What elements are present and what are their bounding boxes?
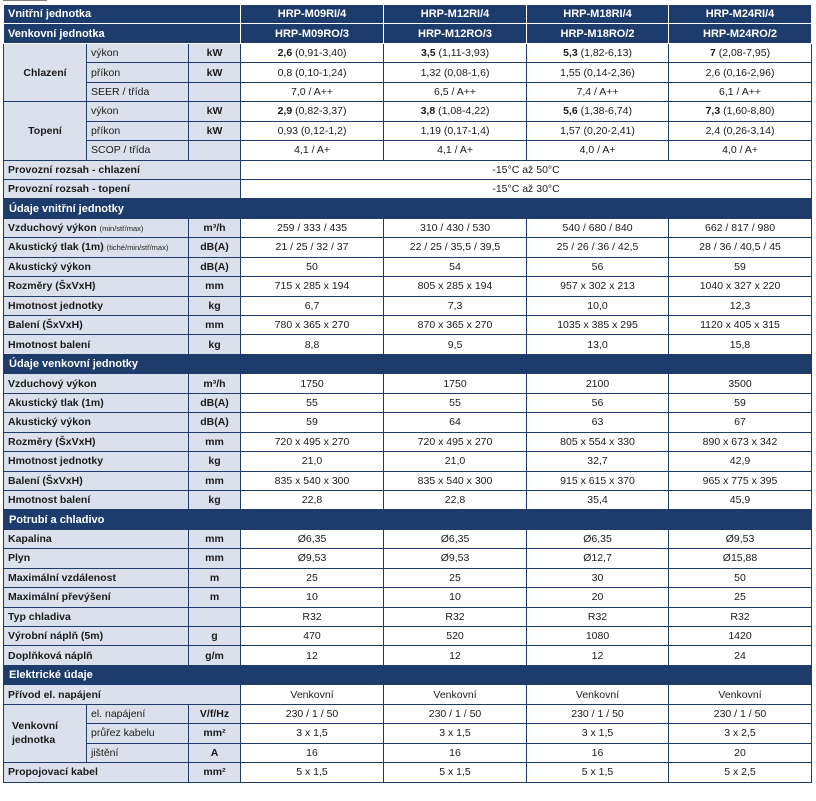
value-cell: 6,1 / A++: [669, 82, 812, 101]
row-label: Akustický tlak (1m) (tiché/min/stř/max): [4, 238, 189, 257]
row-label: Balení (ŠxVxH): [4, 316, 189, 335]
value-cell: 965 x 775 x 395: [669, 471, 812, 490]
cooling-seer-row: [4, 82, 812, 101]
interconnect-cable-row: [4, 763, 812, 782]
row-label: výkon: [87, 102, 189, 121]
indoor-sound-power-row: [4, 257, 812, 276]
section-title: Údaje vnitřní jednotky: [4, 199, 812, 218]
value-cell: 12: [527, 646, 669, 665]
value-cell: 25: [384, 568, 527, 587]
range-heating-row: [4, 179, 812, 198]
row-label: příkon: [87, 121, 189, 140]
value-cell: 3 x 1,5: [241, 724, 384, 743]
value-cell: 0,8 (0,10-1,24): [241, 63, 384, 82]
unit-cell: [189, 607, 241, 626]
value-cell: 2100: [527, 374, 669, 393]
value-cell: Venkovní: [669, 685, 812, 704]
value-cell: 1,57 (0,20-2,41): [527, 121, 669, 140]
value-cell: 64: [384, 413, 527, 432]
power-supply-row: [4, 685, 812, 704]
row-label: výkon: [87, 43, 189, 62]
value-cell: 59: [669, 393, 812, 412]
unit-cell: kg: [189, 296, 241, 315]
value-cell: 6,7: [241, 296, 384, 315]
value-cell: 0,93 (0,12-1,2): [241, 121, 384, 140]
outdoor-cable-section-row: [4, 724, 812, 743]
value-cell: 3 x 1,5: [527, 724, 669, 743]
value-cell: 2,6 (0,16-2,96): [669, 63, 812, 82]
value-cell: 835 x 540 x 300: [384, 471, 527, 490]
cooling-capacity-row: [4, 43, 812, 62]
value-cell: 805 x 554 x 330: [527, 432, 669, 451]
value-cell: Ø9,53: [384, 549, 527, 568]
row-label: Maximální převýšení: [4, 588, 189, 607]
value-cell: 56: [527, 257, 669, 276]
indoor-dimensions-row: [4, 277, 812, 296]
value-cell: Ø12,7: [527, 549, 669, 568]
value-cell: 5,3 (1,82-6,13): [527, 43, 669, 62]
cooling-group-label: Chlazení: [4, 43, 87, 101]
value-cell: 1080: [527, 627, 669, 646]
value-cell: 56: [527, 393, 669, 412]
value-cell: 16: [527, 743, 669, 762]
value-cell: 3,5 (1,11-3,93): [384, 43, 527, 62]
value-cell: 915 x 615 x 370: [527, 471, 669, 490]
value-cell: 3 x 1,5: [384, 724, 527, 743]
outdoor-dimensions-row: [4, 432, 812, 451]
piping-gas-row: [4, 549, 812, 568]
value-cell: 1420: [669, 627, 812, 646]
piping-liquid-row: [4, 529, 812, 548]
unit-cell: g: [189, 627, 241, 646]
value-cell: 957 x 302 x 213: [527, 277, 669, 296]
section-piping: [4, 510, 812, 529]
row-label: Kapalina: [4, 529, 189, 548]
piping-refrigerant-row: [4, 607, 812, 626]
heating-group-label: Topení: [4, 102, 87, 160]
unit-cell: kg: [189, 335, 241, 354]
section-title: Potrubí a chladivo: [4, 510, 812, 529]
range-cooling-label: Provozní rozsah - chlazení: [4, 160, 241, 179]
value-cell: 12: [241, 646, 384, 665]
row-label: Hmotnost jednotky: [4, 452, 189, 471]
unit-cell: kg: [189, 452, 241, 471]
value-cell: Ø9,53: [241, 549, 384, 568]
indoor-pressure-row: [4, 238, 812, 257]
value-cell: 5 x 1,5: [527, 763, 669, 782]
section-title: Údaje venkovní jednotky: [4, 354, 812, 373]
heating-capacity-row: [4, 102, 812, 121]
value-cell: 15,8: [669, 335, 812, 354]
value-cell: 21,0: [241, 452, 384, 471]
value-cell: 16: [241, 743, 384, 762]
value-cell: 20: [527, 588, 669, 607]
unit-cell: mm²: [189, 724, 241, 743]
row-label: Výrobní náplň (5m): [4, 627, 189, 646]
value-cell: 540 / 680 / 840: [527, 218, 669, 237]
value-cell: R32: [669, 607, 812, 626]
heating-power-row: [4, 121, 812, 140]
indoor-package-weight-row: [4, 335, 812, 354]
model-outdoor-1: HRP-M09RO/3: [241, 24, 384, 43]
unit-cell: A: [189, 743, 241, 762]
row-label: SCOP / třída: [87, 141, 189, 160]
value-cell: 1035 x 385 x 295: [527, 316, 669, 335]
unit-cell: kW: [189, 63, 241, 82]
value-cell: 9,5: [384, 335, 527, 354]
value-cell: 13,0: [527, 335, 669, 354]
value-cell: 230 / 1 / 50: [669, 704, 812, 723]
unit-cell: mm: [189, 316, 241, 335]
value-cell: 1040 x 327 x 220: [669, 277, 812, 296]
value-cell: 5 x 2,5: [669, 763, 812, 782]
unit-cell: dB(A): [189, 238, 241, 257]
unit-cell: m³/h: [189, 374, 241, 393]
value-cell: 20: [669, 743, 812, 762]
unit-cell: mm: [189, 277, 241, 296]
value-cell: 1120 x 405 x 315: [669, 316, 812, 335]
value-cell: 21,0: [384, 452, 527, 471]
value-cell: 10: [241, 588, 384, 607]
unit-cell: kg: [189, 490, 241, 509]
value-cell: 35,4: [527, 490, 669, 509]
value-cell: 7,4 / A++: [527, 82, 669, 101]
value-cell: 470: [241, 627, 384, 646]
value-cell: 3500: [669, 374, 812, 393]
value-cell: 230 / 1 / 50: [241, 704, 384, 723]
value-cell: 720 x 495 x 270: [384, 432, 527, 451]
value-cell: 7 (2,08-7,95): [669, 43, 812, 62]
range-cooling-row: [4, 160, 812, 179]
value-cell: 890 x 673 x 342: [669, 432, 812, 451]
spec-sheet: [3, 4, 811, 800]
outdoor-airflow-row: [4, 374, 812, 393]
value-cell: 12: [384, 646, 527, 665]
value-cell: 1,19 (0,17-1,4): [384, 121, 527, 140]
unit-cell: mm: [189, 529, 241, 548]
row-label: Akustický výkon: [4, 257, 189, 276]
value-cell: 662 / 817 / 980: [669, 218, 812, 237]
value-cell: 25: [241, 568, 384, 587]
value-cell: Ø15,88: [669, 549, 812, 568]
value-cell: 2,4 (0,26-3,14): [669, 121, 812, 140]
value-cell: 2,9 (0,82-3,37): [241, 102, 384, 121]
row-label: Rozměry (ŠxVxH): [4, 432, 189, 451]
value-cell: R32: [241, 607, 384, 626]
value-cell: 30: [527, 568, 669, 587]
value-cell: 1750: [241, 374, 384, 393]
value-cell: R32: [527, 607, 669, 626]
unit-cell: mm: [189, 549, 241, 568]
value-cell: 6,5 / A++: [384, 82, 527, 101]
range-cooling-value: -15°C až 50°C: [241, 160, 812, 179]
value-cell: 230 / 1 / 50: [384, 704, 527, 723]
row-label: Vzduchový výkon: [4, 374, 189, 393]
value-cell: 805 x 285 x 194: [384, 277, 527, 296]
model-indoor-2: HRP-M12RI/4: [384, 5, 527, 24]
unit-cell: kW: [189, 43, 241, 62]
value-cell: 1,55 (0,14-2,36): [527, 63, 669, 82]
piping-factory-charge-row: [4, 627, 812, 646]
header-outdoor-row: [4, 24, 812, 43]
value-cell: 22 / 25 / 35,5 / 39,5: [384, 238, 527, 257]
row-label: el. napájení: [87, 704, 189, 723]
spec-table: [3, 4, 812, 783]
value-cell: Ø9,53: [669, 529, 812, 548]
unit-cell: [189, 82, 241, 101]
unit-cell: kW: [189, 121, 241, 140]
cooling-power-row: [4, 63, 812, 82]
unit-cell: kW: [189, 102, 241, 121]
range-heating-value: -15°C až 30°C: [241, 179, 812, 198]
header-indoor-row: [4, 5, 812, 24]
value-cell: 55: [384, 393, 527, 412]
value-cell: 4,1 / A+: [241, 141, 384, 160]
row-label: Rozměry (ŠxVxH): [4, 277, 189, 296]
value-cell: 22,8: [384, 490, 527, 509]
value-cell: 3,8 (1,08-4,22): [384, 102, 527, 121]
value-cell: 1750: [384, 374, 527, 393]
row-label: Plyn: [4, 549, 189, 568]
outdoor-weight-row: [4, 452, 812, 471]
outdoor-pressure-row: [4, 393, 812, 412]
value-cell: 7,3: [384, 296, 527, 315]
outdoor-unit-label: Venkovní jednotka: [4, 24, 241, 43]
piping-max-height-row: [4, 588, 812, 607]
row-label: příkon: [87, 63, 189, 82]
value-cell: 10: [384, 588, 527, 607]
value-cell: 25 / 26 / 36 / 42,5: [527, 238, 669, 257]
row-label: Akustický tlak (1m): [4, 393, 189, 412]
outdoor-package-weight-row: [4, 490, 812, 509]
indoor-airflow-row: [4, 218, 812, 237]
value-cell: 4,1 / A+: [384, 141, 527, 160]
value-cell: 32,7: [527, 452, 669, 471]
value-cell: 63: [527, 413, 669, 432]
value-cell: Venkovní: [384, 685, 527, 704]
value-cell: Ø6,35: [241, 529, 384, 548]
model-indoor-3: HRP-M18RI/4: [527, 5, 669, 24]
value-cell: 28 / 36 / 40,5 / 45: [669, 238, 812, 257]
unit-cell: mm: [189, 471, 241, 490]
value-cell: 16: [384, 743, 527, 762]
section-title: Elektrické údaje: [4, 665, 812, 684]
unit-cell: dB(A): [189, 393, 241, 412]
value-cell: 7,0 / A++: [241, 82, 384, 101]
value-cell: 50: [669, 568, 812, 587]
indoor-unit-label: Vnitřní jednotka: [4, 5, 241, 24]
value-cell: 25: [669, 588, 812, 607]
unit-cell: dB(A): [189, 257, 241, 276]
value-cell: 720 x 495 x 270: [241, 432, 384, 451]
row-label: SEER / třída: [87, 82, 189, 101]
row-label: Akustický výkon: [4, 413, 189, 432]
value-cell: 59: [241, 413, 384, 432]
value-cell: 22,8: [241, 490, 384, 509]
unit-cell: mm²: [189, 763, 241, 782]
outdoor-package-row: [4, 471, 812, 490]
outdoor-electric-supply-row: [4, 704, 812, 723]
value-cell: 4,0 / A+: [527, 141, 669, 160]
model-indoor-4: HRP-M24RI/4: [669, 5, 812, 24]
value-cell: 21 / 25 / 32 / 37: [241, 238, 384, 257]
value-cell: 50: [241, 257, 384, 276]
value-cell: Ø6,35: [384, 529, 527, 548]
row-label: Balení (ŠxVxH): [4, 471, 189, 490]
indoor-weight-row: [4, 296, 812, 315]
row-label: průřez kabelu: [87, 724, 189, 743]
row-label: Přívod el. napájení: [4, 685, 241, 704]
value-cell: 835 x 540 x 300: [241, 471, 384, 490]
outdoor-fuse-row: [4, 743, 812, 762]
unit-cell: [189, 141, 241, 160]
model-outdoor-3: HRP-M18RO/2: [527, 24, 669, 43]
row-label: Propojovací kabel: [4, 763, 189, 782]
value-cell: 10,0: [527, 296, 669, 315]
row-label: Maximální vzdálenost: [4, 568, 189, 587]
value-cell: 1,32 (0,08-1,6): [384, 63, 527, 82]
section-outdoor: [4, 354, 812, 373]
row-label: jištění: [87, 743, 189, 762]
unit-cell: m³/h: [189, 218, 241, 237]
row-label: Vzduchový výkon (min/stř/max): [4, 218, 189, 237]
value-cell: R32: [384, 607, 527, 626]
outdoor-sound-power-row: [4, 413, 812, 432]
row-label: Hmotnost jednotky: [4, 296, 189, 315]
outdoor-electric-group-label: Venkovní jednotka: [4, 704, 87, 762]
value-cell: 67: [669, 413, 812, 432]
value-cell: 780 x 365 x 270: [241, 316, 384, 335]
piping-max-distance-row: [4, 568, 812, 587]
value-cell: 715 x 285 x 194: [241, 277, 384, 296]
value-cell: 5 x 1,5: [241, 763, 384, 782]
value-cell: 54: [384, 257, 527, 276]
row-label: Doplňková náplň: [4, 646, 189, 665]
heating-scop-row: [4, 141, 812, 160]
value-cell: 5,6 (1,38-6,74): [527, 102, 669, 121]
unit-cell: mm: [189, 432, 241, 451]
unit-cell: dB(A): [189, 413, 241, 432]
value-cell: 5 x 1,5: [384, 763, 527, 782]
value-cell: 3 x 2,5: [669, 724, 812, 743]
unit-cell: g/m: [189, 646, 241, 665]
section-electrical: [4, 665, 812, 684]
row-label: Hmotnost balení: [4, 490, 189, 509]
value-cell: 55: [241, 393, 384, 412]
piping-additional-charge-row: [4, 646, 812, 665]
section-indoor: [4, 199, 812, 218]
model-indoor-1: HRP-M09RI/4: [241, 5, 384, 24]
unit-cell: m: [189, 588, 241, 607]
value-cell: 230 / 1 / 50: [527, 704, 669, 723]
value-cell: 12,3: [669, 296, 812, 315]
indoor-package-row: [4, 316, 812, 335]
value-cell: Venkovní: [527, 685, 669, 704]
value-cell: 4,0 / A+: [669, 141, 812, 160]
unit-cell: V/f/Hz: [189, 704, 241, 723]
value-cell: 42,9: [669, 452, 812, 471]
top-rule: [3, 0, 47, 1]
value-cell: Venkovní: [241, 685, 384, 704]
value-cell: 259 / 333 / 435: [241, 218, 384, 237]
value-cell: 870 x 365 x 270: [384, 316, 527, 335]
value-cell: 24: [669, 646, 812, 665]
value-cell: 45,9: [669, 490, 812, 509]
value-cell: 310 / 430 / 530: [384, 218, 527, 237]
value-cell: 8,8: [241, 335, 384, 354]
row-label: Hmotnost balení: [4, 335, 189, 354]
value-cell: 2,6 (0,91-3,40): [241, 43, 384, 62]
model-outdoor-4: HRP-M24RO/2: [669, 24, 812, 43]
value-cell: 59: [669, 257, 812, 276]
value-cell: 7,3 (1,60-8,80): [669, 102, 812, 121]
model-outdoor-2: HRP-M12RO/3: [384, 24, 527, 43]
unit-cell: m: [189, 568, 241, 587]
range-heating-label: Provozní rozsah - topení: [4, 179, 241, 198]
value-cell: Ø6,35: [527, 529, 669, 548]
row-label: Typ chladiva: [4, 607, 189, 626]
value-cell: 520: [384, 627, 527, 646]
